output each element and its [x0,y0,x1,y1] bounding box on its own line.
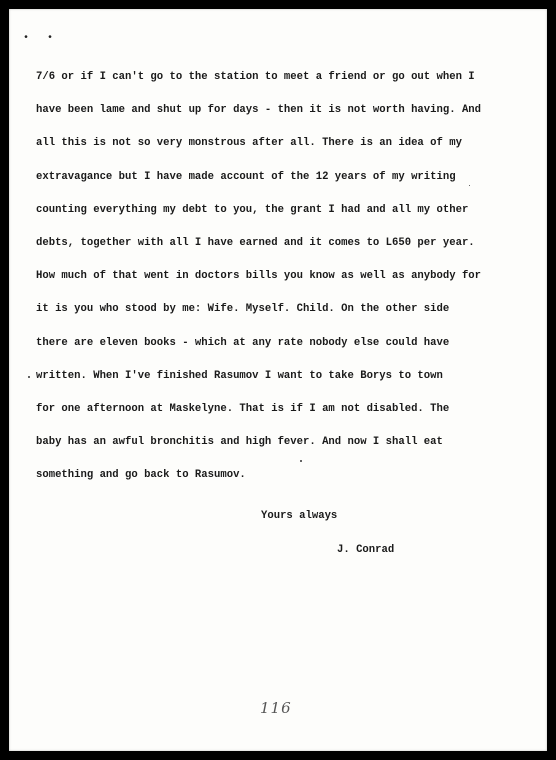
text-line: have been lame and shut up for days - then it is not worth having. And [36,104,482,117]
corner-marks: • • [23,33,60,44]
text-line: extravagance but I have made account of the 12 years of my writing [36,170,456,183]
letter-body [36,61,536,492]
text-line: there are eleven books - which at any rate nobody else could have [36,336,450,349]
text-line: 7/6 or if I can't go to the station to meet a friend or go out when I [36,71,475,83]
text-line: for one afternoon at Maskelyne. That is if I am not disabled. The [36,402,450,415]
page-number: 116 [260,699,292,717]
paper-speck [28,376,30,378]
text-line: baby has an awful bronchitis and high fever. And now I shall eat [36,436,443,449]
text-line: debts, together with all I have earned and it comes to L650 per year. [36,236,475,249]
text-line: all this is not so very monstrous after all. There is an idea of my [36,137,462,150]
signature: J. Conrad [337,544,395,556]
closing-salutation: Yours always [261,510,338,522]
text-line: counting everything my debt to you, the grant I had and all my other [36,203,469,216]
text-line: written. When I've finished Rasumov I want to take Borys to town [36,369,443,382]
letter-page [9,9,547,751]
text-line: it is you who stood by me: Wife. Myself. Child. On the other side [36,303,450,316]
text-line: something and go back to Rasumov. [36,469,246,482]
paper-speck [300,460,302,462]
paper-speck [469,185,470,186]
text-line: How much of that went in doctors bills you know as well as anybody for [36,270,482,283]
